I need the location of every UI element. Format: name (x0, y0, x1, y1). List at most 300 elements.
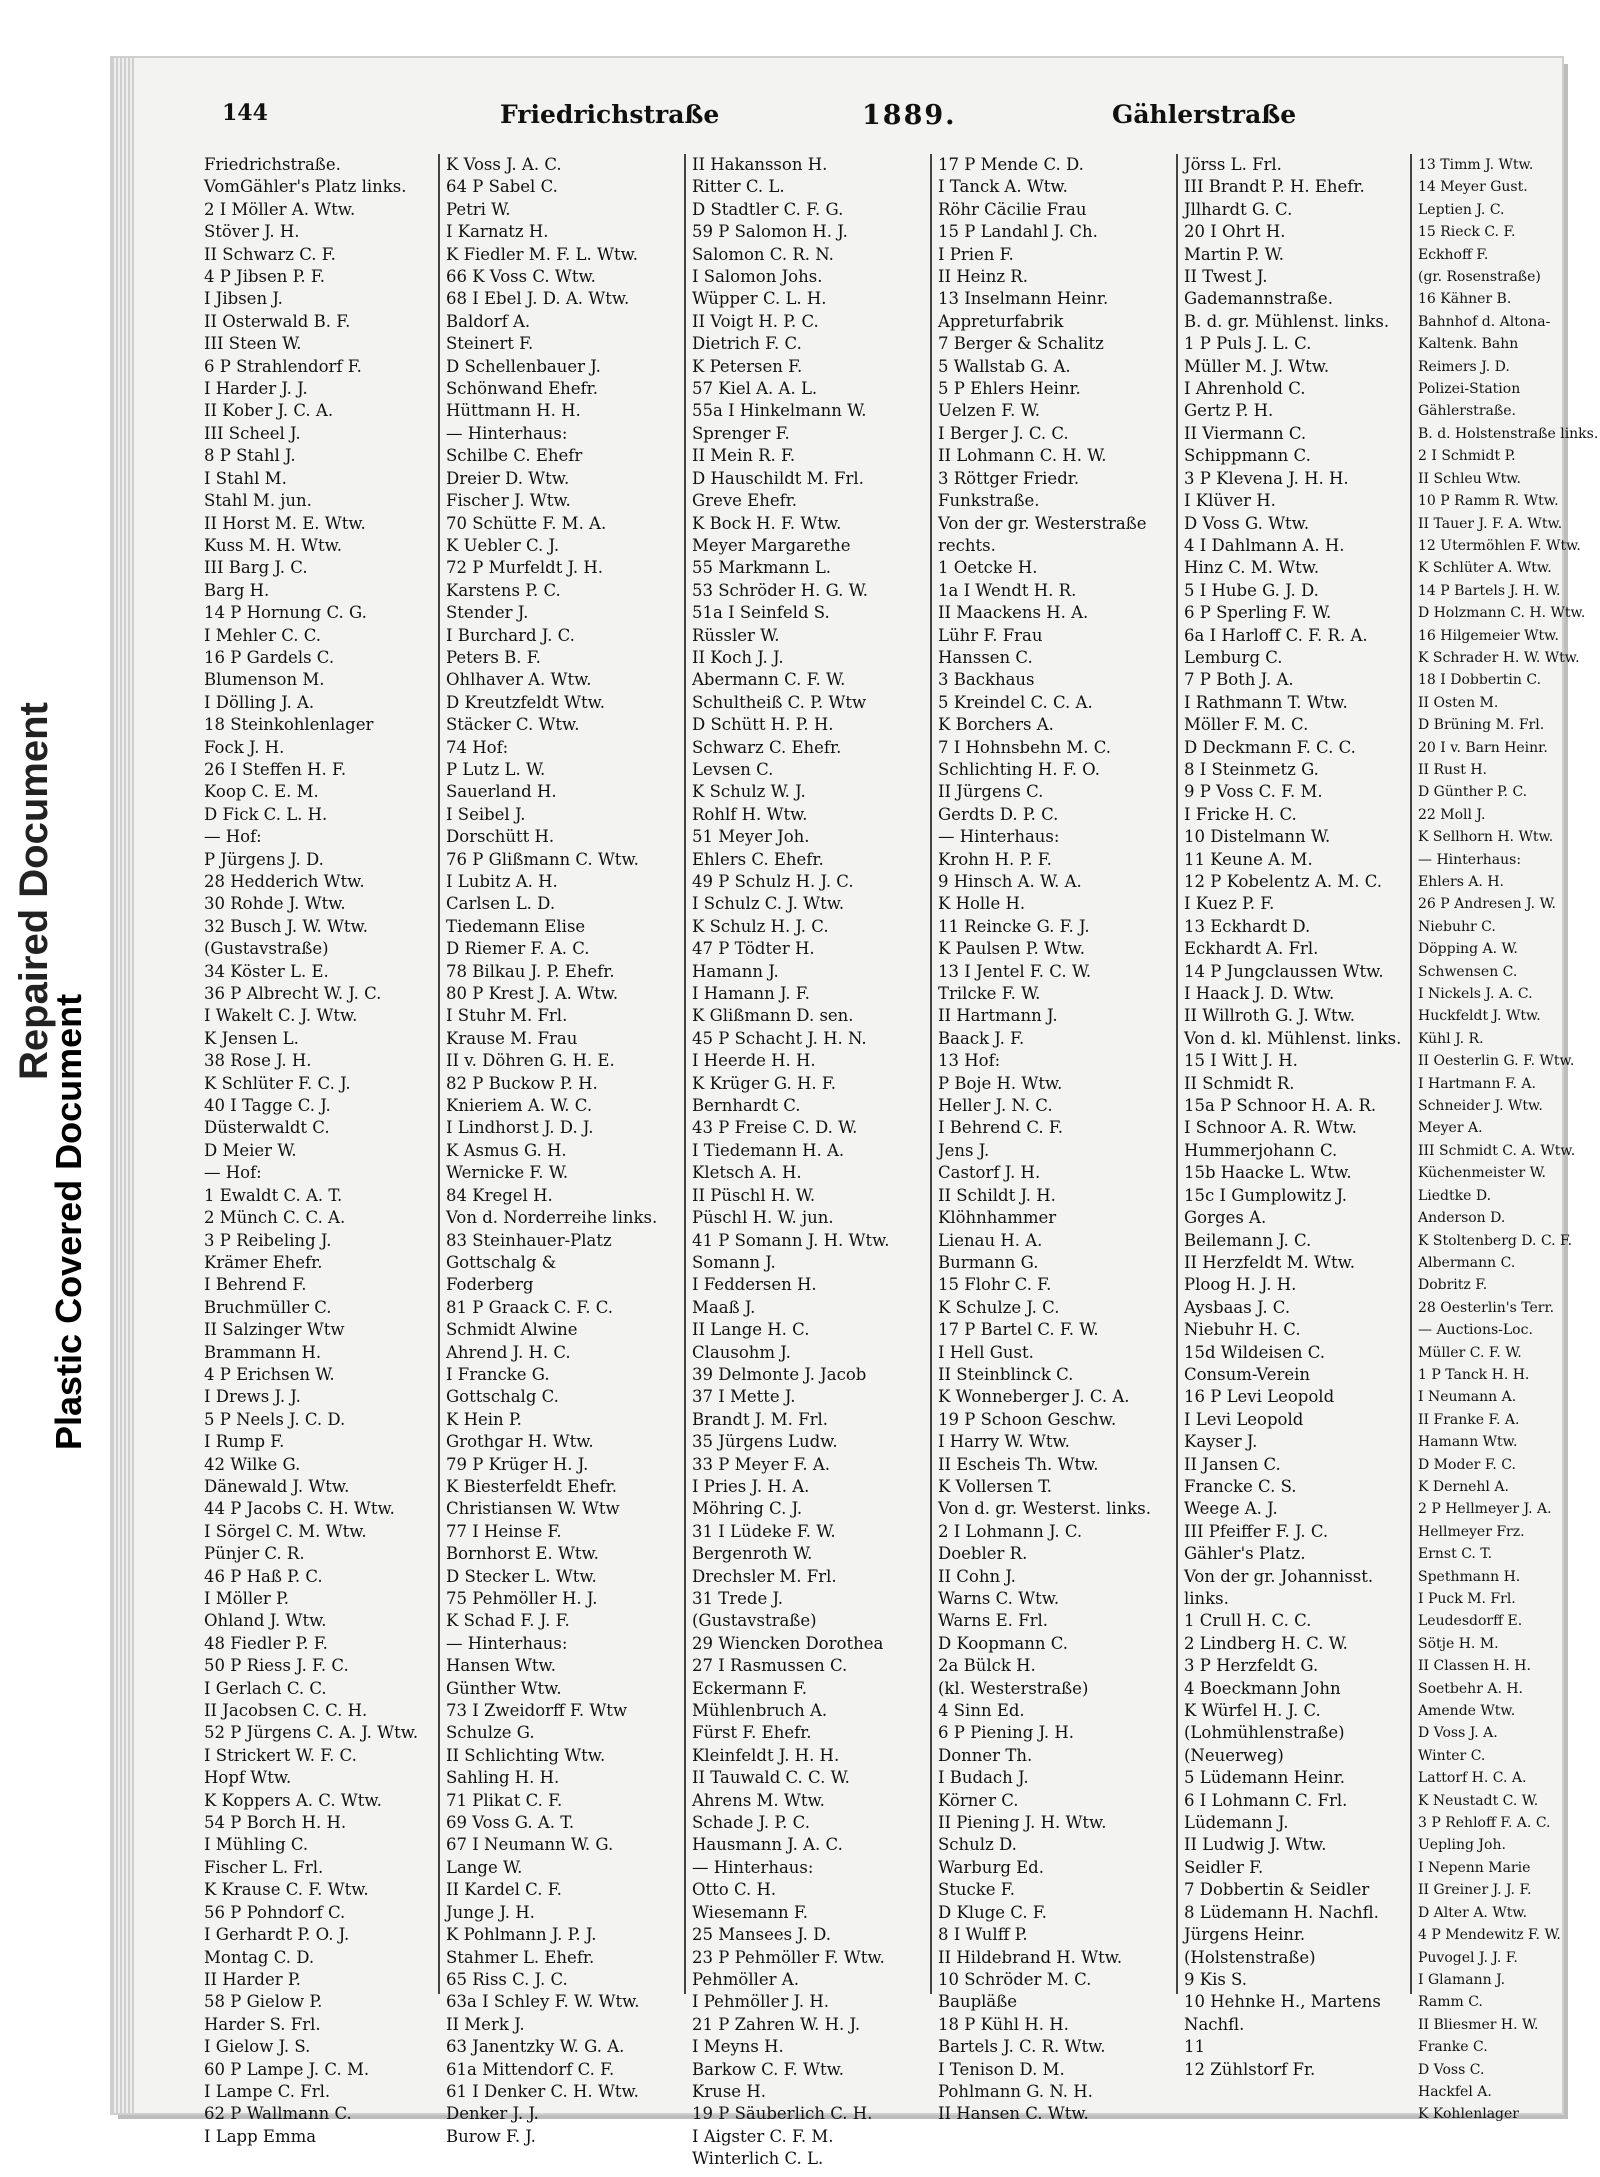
entry-line: 21 P Zahren W. H. J. (692, 2014, 861, 2034)
entry-line: Baack J. F. (938, 1028, 1025, 1048)
entry-line: I Levi Leopold (1184, 1409, 1304, 1429)
entry-line: II Bliesmer H. W. (1418, 2016, 1539, 2033)
entry-line: 2 Lindberg H. C. W. (1184, 1633, 1348, 1653)
entry-line: 6 P Strahlendorf F. (204, 356, 362, 376)
entry-line: Lattorf H. C. A. (1418, 1770, 1527, 1787)
column-rule (930, 154, 932, 1994)
entry-line: D Schellenbauer J. (446, 356, 601, 376)
entry-line: 7 P Both J. A. (1184, 670, 1294, 690)
entry-line: Von der gr. Johannisst. (1184, 1566, 1374, 1586)
entry-line: Bergenroth W. (692, 1544, 813, 1564)
entry-line: II Püschl H. W. (692, 1185, 816, 1205)
entry-line: K Fiedler M. F. L. Wtw. (446, 244, 638, 264)
entry-line: 41 P Somann J. H. Wtw. (692, 1230, 890, 1250)
entry-line: 4 Sinn Ed. (938, 1701, 1025, 1721)
entry-line: II Hakansson H. (692, 155, 828, 174)
entry-line: K Petersen F. (692, 356, 803, 376)
entry-line: Krohn H. P. F. (938, 849, 1052, 869)
entry-line: Levsen C. (692, 759, 774, 779)
entry-line: Körner C. (938, 1790, 1019, 1810)
entry-line: II Escheis Th. Wtw. (938, 1454, 1099, 1474)
entry-line: I Kuez P. F. (1184, 894, 1275, 914)
entry-line: 2 Münch C. C. A. (204, 1208, 346, 1228)
entry-line: Brammann H. (204, 1342, 322, 1362)
entry-line: 22 Moll J. (1418, 806, 1486, 823)
entry-line: Hopf Wtw. (204, 1768, 292, 1788)
entry-line: 1 Ewaldt C. A. T. (204, 1185, 343, 1205)
entry-line: Appreturfabrik (938, 311, 1064, 331)
entry-line: 77 I Heinse F. (446, 1521, 562, 1541)
entry-line: II Osten M. (1418, 694, 1499, 711)
entry-line: Dietrich F. C. (692, 334, 802, 354)
entry-line: Winterlich C. L. (692, 2149, 824, 2169)
entry-line: Püschl H. W. jun. (692, 1208, 834, 1228)
entry-line: D Meier W. (204, 1140, 297, 1160)
entry-line: Carlsen L. D. (446, 894, 556, 914)
entry-line: Baupläße (938, 1992, 1018, 2012)
entry-line: Lemburg C. (1184, 647, 1283, 667)
entry-line: Ehlers C. Ehefr. (692, 849, 824, 869)
entry-line: Eckermann F. (692, 1678, 808, 1698)
entry-line: 3 P Herzfeldt G. (1184, 1656, 1319, 1676)
entry-line: P Jürgens J. D. (204, 849, 324, 869)
entry-line: I Burchard J. C. (446, 625, 575, 645)
entry-line: I Harder J. J. (204, 379, 308, 399)
entry-line: Schwarz C. Ehefr. (692, 737, 842, 757)
entry-line: Fischer J. Wtw. (446, 491, 571, 511)
entry-line: Rüssler W. (692, 625, 780, 645)
entry-line: Hackfel A. (1418, 2083, 1492, 2100)
entry-line: I Karnatz H. (446, 222, 549, 242)
entry-line: Gottschalg C. (446, 1387, 559, 1407)
entry-line: III Scheel J. (204, 423, 301, 443)
entry-line: 16 Hilgemeier Wtw. (1418, 627, 1559, 644)
entry-line: Kruse H. (692, 2081, 766, 2101)
entry-line: B. d. Holstenstraße links. (1418, 425, 1599, 442)
entry-line: II Voigt H. P. C. (692, 311, 819, 331)
entry-line: II Jacobsen C. C. H. (204, 1701, 368, 1721)
entry-line: Schilbe C. Ehefr (446, 446, 583, 466)
entry-line: D Kreutzfeldt Wtw. (446, 692, 605, 712)
entry-line: K Hein P. (446, 1409, 522, 1429)
entry-line: Amende Wtw. (1418, 1703, 1516, 1720)
entry-line: Dorschütt H. (446, 827, 555, 847)
entry-line: 58 P Gielow P. (204, 1992, 323, 2012)
column-2 (446, 154, 682, 2146)
entry-line: D Voss G. Wtw. (1184, 513, 1310, 533)
entry-line: Von d. kl. Mühlenst. links. (1184, 1028, 1402, 1048)
entry-line: 12 Utermöhlen F. Wtw. (1418, 537, 1581, 554)
entry-line: I Nickels J. A. C. (1418, 986, 1533, 1003)
entry-line: D Günther P. C. (1418, 784, 1528, 801)
entry-line: K Schlüter F. C. J. (204, 1073, 351, 1093)
entry-line: 61 I Denker C. H. Wtw. (446, 2081, 639, 2101)
entry-line: Kühl J. R. (1418, 1030, 1484, 1047)
entry-line: II Tauwald C. C. W. (692, 1768, 850, 1788)
entry-line: Hamann J. (692, 961, 779, 981)
entry-line: I Gielow J. S. (204, 2037, 311, 2057)
entry-line: 47 P Tödter H. (692, 939, 815, 959)
entry-line: Hellmeyer Frz. (1418, 1523, 1525, 1540)
entry-line: 75 Pehmöller H. J. (446, 1589, 598, 1608)
entry-line: 53 Schröder H. G. W. (692, 580, 868, 600)
entry-line: Bahnhof d. Altona- (1418, 313, 1551, 330)
entry-line: Gählerstraße. (1418, 403, 1516, 420)
entry-line: 63 Janentzky W. G. A. (446, 2037, 625, 2057)
entry-line: D Fick C. L. H. (204, 804, 328, 824)
entry-line: K Koppers A. C. Wtw. (204, 1790, 382, 1810)
entry-line: Düsterwaldt C. (204, 1118, 330, 1138)
entry-line: 3 Röttger Friedr. (938, 468, 1080, 488)
entry-line: Tiedemann Elise (446, 916, 586, 936)
entry-line: Barkow C. F. Wtw. (692, 2059, 845, 2079)
entry-line: I Prien F. (938, 244, 1014, 264)
entry-line: 18 Steinkohlenlager (204, 715, 374, 735)
entry-line: II Mein R. F. (692, 446, 796, 466)
entry-line: Klöhnhammer (938, 1208, 1057, 1228)
entry-line: 69 Voss G. A. T. (446, 1813, 575, 1833)
entry-line: II Classen H. H. (1418, 1658, 1531, 1675)
entry-line: I Heerde H. H. (692, 1051, 816, 1071)
entry-line: links. (1184, 1589, 1229, 1608)
entry-line: Christiansen W. Wtw (446, 1499, 620, 1519)
entry-line: 51a I Seinfeld S. (692, 603, 830, 623)
entry-line: Krause M. Frau (446, 1028, 578, 1048)
entry-line: 15a P Schnoor H. A. R. (1184, 1096, 1377, 1116)
entry-line: Martin P. W. (1184, 244, 1284, 264)
entry-line: Schulze G. (446, 1723, 535, 1743)
entry-line: 3 P Klevena J. H. H. (1184, 468, 1349, 488)
entry-line: 67 I Neumann W. G. (446, 1835, 614, 1855)
entry-line: Schneider J. Wtw. (1418, 1098, 1543, 1115)
entry-line: Fürst F. Ehefr. (692, 1723, 812, 1743)
entry-line: II Schleu Wtw. (1418, 470, 1521, 487)
entry-line: Polizei-Station (1418, 381, 1521, 398)
entry-line: Wüpper C. L. H. (692, 289, 827, 309)
entry-line: Gertz P. H. (1184, 401, 1274, 421)
entry-line: I Fricke H. C. (1184, 804, 1297, 824)
entry-line: II Cohn J. (938, 1566, 1016, 1586)
entry-line: K Schad F. J. F. (446, 1611, 570, 1631)
entry-line: Fock J. H. (204, 737, 285, 757)
entry-line: 37 I Mette J. (692, 1387, 796, 1407)
entry-line: I Lapp Emma (204, 2126, 317, 2146)
entry-line: 14 Meyer Gust. (1418, 179, 1528, 196)
entry-line: 8 I Steinmetz G. (1184, 759, 1319, 779)
entry-line: K Schulz W. J. (692, 782, 806, 802)
entry-line: K Krause C. F. Wtw. (204, 1880, 369, 1900)
entry-line: Sahling H. H. (446, 1768, 560, 1788)
entry-line: 70 Schütte F. M. A. (446, 513, 607, 533)
entry-line: Kayser J. (1184, 1432, 1258, 1452)
entry-line: 3 P Rehloff F. A. C. (1418, 1815, 1551, 1832)
entry-line: K Stoltenberg D. C. F. (1418, 1232, 1573, 1249)
entry-line: Franke C. (1418, 2039, 1488, 2056)
entry-line: I Rump F. (204, 1432, 285, 1452)
entry-line: K Uebler C. J. (446, 535, 560, 555)
plastic-covered-label: Plastic Covered Document (48, 993, 89, 1450)
entry-line: 13 Timm J. Wtw. (1418, 157, 1534, 173)
entry-line: Greve Ehefr. (692, 491, 798, 511)
entry-line: 2 I Schmidt P. (1418, 448, 1516, 465)
entry-line: Soetbehr A. H. (1418, 1680, 1524, 1697)
entry-line: 35 Jürgens Ludw. (692, 1432, 838, 1452)
entry-line: 4 P Mendewitz F. W. (1418, 1927, 1561, 1944)
entry-line: Ploog H. J. H. (1184, 1275, 1297, 1295)
entry-line: II Herzfeldt M. Wtw. (1184, 1252, 1355, 1272)
entry-line: 5 P Neels J. C. D. (204, 1409, 346, 1429)
entry-line: D Voss J. A. (1418, 1725, 1498, 1742)
entry-line: II Heinz R. (938, 267, 1028, 287)
entry-line: D Stadtler C. F. G. (692, 199, 844, 219)
entry-line: II Twest J. (1184, 267, 1268, 287)
entry-line: 10 Schröder M. C. (938, 1969, 1092, 1989)
entry-line: Knieriem A. W. C. (446, 1096, 593, 1116)
entry-line: Consum-Verein (1184, 1364, 1311, 1384)
entry-line: 52 P Jürgens C. A. J. Wtw. (204, 1723, 419, 1743)
entry-line: Nachfl. (1184, 2014, 1245, 2034)
entry-line: 43 P Freise C. D. W. (692, 1118, 858, 1138)
entry-line: 11 Keune A. M. (1184, 849, 1313, 869)
entry-line: Drechsler M. Frl. (692, 1566, 837, 1586)
entry-line: Schulz D. (938, 1835, 1017, 1855)
entry-line: Müller C. F. W. (1418, 1344, 1522, 1361)
entry-line: I Hartmann F. A. (1418, 1075, 1536, 1092)
column-4 (938, 154, 1174, 2124)
entry-line: K Sellhorn H. Wtw. (1418, 829, 1554, 846)
entry-line: Hüttmann H. H. (446, 401, 581, 421)
directory-page (112, 58, 1599, 2169)
entry-line: Grothgar H. Wtw. (446, 1432, 594, 1452)
entry-line: I Budach J. (938, 1768, 1029, 1788)
entry-line: Dänewald J. Wtw. (204, 1476, 350, 1496)
entry-line: I Rathmann T. Wtw. (1184, 692, 1348, 712)
entry-line: II v. Döhren G. H. E. (446, 1051, 615, 1071)
entry-line: Ehlers A. H. (1418, 874, 1504, 890)
entry-line: Schwensen C. (1418, 963, 1518, 980)
entry-line: 2a Bülck H. (938, 1656, 1036, 1676)
entry-line: 33 P Meyer F. A. (692, 1454, 830, 1474)
entry-line: B. d. gr. Mühlenst. links. (1184, 311, 1390, 331)
entry-line: Warns E. Frl. (938, 1611, 1048, 1631)
entry-line: I Möller P. (204, 1589, 290, 1608)
entry-line: Hummerjohann C. (1184, 1140, 1338, 1160)
entry-line: 15c I Gumplowitz J. (1184, 1185, 1348, 1205)
entry-line: Leptien J. C. (1418, 201, 1505, 218)
entry-line: Hausmann J. A. C. (692, 1835, 843, 1855)
entry-line: I Dölling J. A. (204, 692, 315, 712)
entry-line: 31 Trede J. (692, 1589, 784, 1608)
entry-line: 63a I Schley F. W. Wtw. (446, 1992, 640, 2012)
entry-line: III Brandt P. H. Ehefr. (1184, 177, 1365, 197)
entry-line: Burmann G. (938, 1252, 1039, 1272)
entry-line: 15d Wildeisen C. (1184, 1342, 1326, 1362)
entry-line: Jens J. (938, 1140, 990, 1160)
entry-line: 15 Flohr C. F. (938, 1275, 1052, 1295)
entry-line: (Holstenstraße) (1184, 1947, 1316, 1967)
entry-line: 82 P Buckow P. H. (446, 1073, 598, 1093)
entry-line: D Brüning M. Frl. (1418, 717, 1545, 734)
entry-line: D Riemer F. A. C. (446, 939, 590, 959)
entry-line: I Meyns H. (692, 2037, 784, 2057)
entry-line: 3 Backhaus (938, 670, 1035, 690)
entry-line: 5 Lüdemann Heinr. (1184, 1768, 1346, 1788)
entry-line: 1 P Puls J. L. C. (1184, 334, 1312, 354)
entry-line: Küchenmeister W. (1418, 1165, 1546, 1182)
entry-line: Koop C. E. M. (204, 782, 319, 802)
entry-line: 4 P Erichsen W. (204, 1364, 335, 1384)
entry-line: I Gerlach C. C. (204, 1678, 327, 1698)
entry-line: I Pries J. H. A. (692, 1476, 810, 1496)
entry-line: Schippmann C. (1184, 446, 1311, 466)
entry-line: Eckhoff F. (1418, 246, 1489, 263)
entry-line: Wernicke F. W. (446, 1163, 569, 1183)
entry-line: Weege A. J. (1184, 1499, 1278, 1519)
entry-line: Dobritz F. (1418, 1277, 1488, 1294)
entry-line: D Deckmann F. C. C. (1184, 737, 1356, 757)
entry-line: 10 P Ramm R. Wtw. (1418, 493, 1559, 510)
entry-line: 17 P Bartel C. F. W. (938, 1320, 1099, 1340)
column-3 (692, 154, 928, 2169)
entry-line: 12 Zühlstorf Fr. (1184, 2059, 1316, 2079)
entry-line: Schönwand Ehefr. (446, 379, 598, 399)
entry-line: Gademannstraße. (1184, 289, 1333, 309)
entry-line: Otto C. H. (692, 1880, 777, 1900)
entry-line: I Mühling C. (204, 1835, 309, 1855)
entry-line: 3 P Reibeling J. (204, 1230, 332, 1250)
entry-line: II Viermann C. (1184, 423, 1307, 443)
entry-line: Röhr Cäcilie Frau (938, 199, 1087, 219)
entry-line: Ohland J. Wtw. (204, 1611, 327, 1631)
entry-line: 66 K Voss C. Wtw. (446, 267, 596, 287)
entry-line: 12 P Kobelentz A. M. C. (1184, 872, 1383, 891)
entry-line: Funkstraße. (938, 491, 1040, 511)
entry-line: Aysbaas J. C. (1184, 1297, 1291, 1317)
entry-line: Stäcker C. Wtw. (446, 715, 580, 735)
entry-line: K Wonneberger J. C. A. (938, 1387, 1130, 1407)
page-header (112, 100, 1562, 140)
entry-line: I Tanck A. Wtw. (938, 177, 1068, 197)
entry-line: Stöver J. H. (204, 222, 300, 242)
entry-line: Jörss L. Frl. (1184, 155, 1282, 174)
entry-line: 19 P Schoon Geschw. (938, 1409, 1117, 1429)
entry-line: — Hof: (204, 827, 262, 847)
entry-line: Gottschalg & (446, 1252, 557, 1272)
entry-line: Ahrend J. H. C. (446, 1342, 571, 1362)
entry-line: (Lohmühlenstraße) (1184, 1723, 1345, 1743)
column-5 (1184, 154, 1406, 2079)
entry-line: Warburg Ed. (938, 1857, 1044, 1877)
entry-line: P Lutz L. W. (446, 759, 546, 779)
entry-line: Bernhardt C. (692, 1096, 801, 1116)
entry-line: 4 Boeckmann John (1184, 1678, 1341, 1698)
entry-line: Huckfeldt J. Wtw. (1418, 1008, 1541, 1025)
entry-line: Anderson D. (1418, 1210, 1506, 1227)
entry-line: 8 P Stahl J. (204, 446, 296, 466)
entry-line: Leudesdorff E. (1418, 1613, 1523, 1630)
entry-line: 81 P Graack C. F. C. (446, 1297, 613, 1317)
entry-line: Junge J. H. (446, 1902, 535, 1922)
entry-line: Liedtke D. (1418, 1187, 1492, 1204)
column-rule (1176, 154, 1178, 1994)
entry-line: 73 I Zweidorff F. Wtw (446, 1701, 628, 1721)
entry-line: I Salomon Johs. (692, 267, 823, 287)
entry-line: I Lampe C. Frl. (204, 2081, 331, 2101)
entry-line: D Alter A. Wtw. (1418, 1904, 1528, 1921)
entry-line: Puvogel J. J. F. (1418, 1949, 1518, 1966)
entry-line: Bartels J. C. R. Wtw. (938, 2037, 1106, 2057)
entry-line: Kuss M. H. Wtw. (204, 535, 343, 555)
entry-line: I Klüver H. (1184, 491, 1276, 511)
entry-line: I Berger J. C. C. (938, 423, 1069, 443)
entry-line: VomGähler's Platz links. (204, 177, 407, 197)
entry-line: 20 I Ohrt H. (1184, 222, 1286, 242)
column-6 (1418, 154, 1599, 2123)
entry-line: Pehmöller A. (692, 1969, 799, 1989)
entry-line: I Drews J. J. (204, 1387, 301, 1407)
entry-line: 23 P Pehmöller F. Wtw. (692, 1947, 885, 1967)
entry-line: 9 Hinsch A. W. A. (938, 872, 1082, 891)
entry-line: (Gustavstraße) (204, 939, 329, 959)
entry-line: 13 Eckhardt D. (1184, 916, 1311, 936)
entry-line: Castorf J. H. (938, 1163, 1041, 1183)
entry-line: Dreier D. Wtw. (446, 468, 570, 488)
entry-line: Schmidt Alwine (446, 1320, 578, 1340)
entry-line: II Rust H. (1418, 761, 1487, 778)
entry-line: 6a I Harloff C. F. R. A. (1184, 625, 1368, 645)
entry-line: I Stuhr M. Frl. (446, 1006, 568, 1026)
entry-line: Stucke F. (938, 1880, 1015, 1900)
entry-line: II Harder P. (204, 1969, 301, 1989)
entry-line: II Greiner J. J. F. (1418, 1882, 1532, 1899)
entry-line: 28 Oesterlin's Terr. (1418, 1299, 1555, 1316)
entry-line: Pohlmann G. N. H. (938, 2081, 1093, 2101)
entry-line: Möller F. M. C. (1184, 715, 1309, 735)
entry-line: II Kardel C. F. (446, 1880, 562, 1900)
entry-line: Petri W. (446, 199, 511, 219)
entry-line: Albermann C. (1418, 1254, 1516, 1271)
entry-line: 5 I Hube G. J. D. (1184, 580, 1319, 600)
entry-line: II Oesterlin G. F. Wtw. (1418, 1053, 1575, 1070)
entry-line: Seidler F. (1184, 1857, 1264, 1877)
entry-line: Trilcke F. W. (938, 984, 1041, 1004)
entry-line: Jürgens Heinr. (1184, 1925, 1306, 1945)
entry-line: 2 P Hellmeyer J. A. (1418, 1501, 1552, 1518)
entry-line: Krämer Ehefr. (204, 1252, 323, 1272)
entry-line: K Dernehl A. (1418, 1478, 1509, 1495)
entry-line: K Schlüter A. Wtw. (1418, 560, 1552, 577)
entry-line: — Hinterhaus: (446, 423, 568, 443)
entry-line: P Boje H. Wtw. (938, 1073, 1063, 1093)
column-rule (684, 154, 686, 1994)
entry-line: 16 Kähner B. (1418, 291, 1512, 308)
entry-line: 7 Dobbertin & Seidler (1184, 1880, 1370, 1900)
entry-line: I Mehler C. C. (204, 625, 322, 645)
entry-line: Schultheiß C. P. Wtw (692, 692, 867, 712)
entry-line: Kleinfeldt J. H. H. (692, 1745, 840, 1765)
entry-line: 15b Haacke L. Wtw. (1184, 1163, 1352, 1183)
entry-line: II Lohmann C. H. W. (938, 446, 1107, 466)
entry-line: II Kober J. C. A. (204, 401, 334, 421)
entry-line: II Jürgens C. (938, 782, 1044, 802)
entry-line: Sauerland H. (446, 782, 557, 802)
entry-line: 60 P Lampe J. C. M. (204, 2059, 370, 2079)
entry-line: K Holle H. (938, 894, 1026, 914)
entry-line: Salomon C. R. N. (692, 244, 834, 264)
entry-line: I Francke G. (446, 1364, 550, 1384)
entry-line: Maaß J. (692, 1297, 756, 1317)
entry-line: II Maackens H. A. (938, 603, 1089, 623)
